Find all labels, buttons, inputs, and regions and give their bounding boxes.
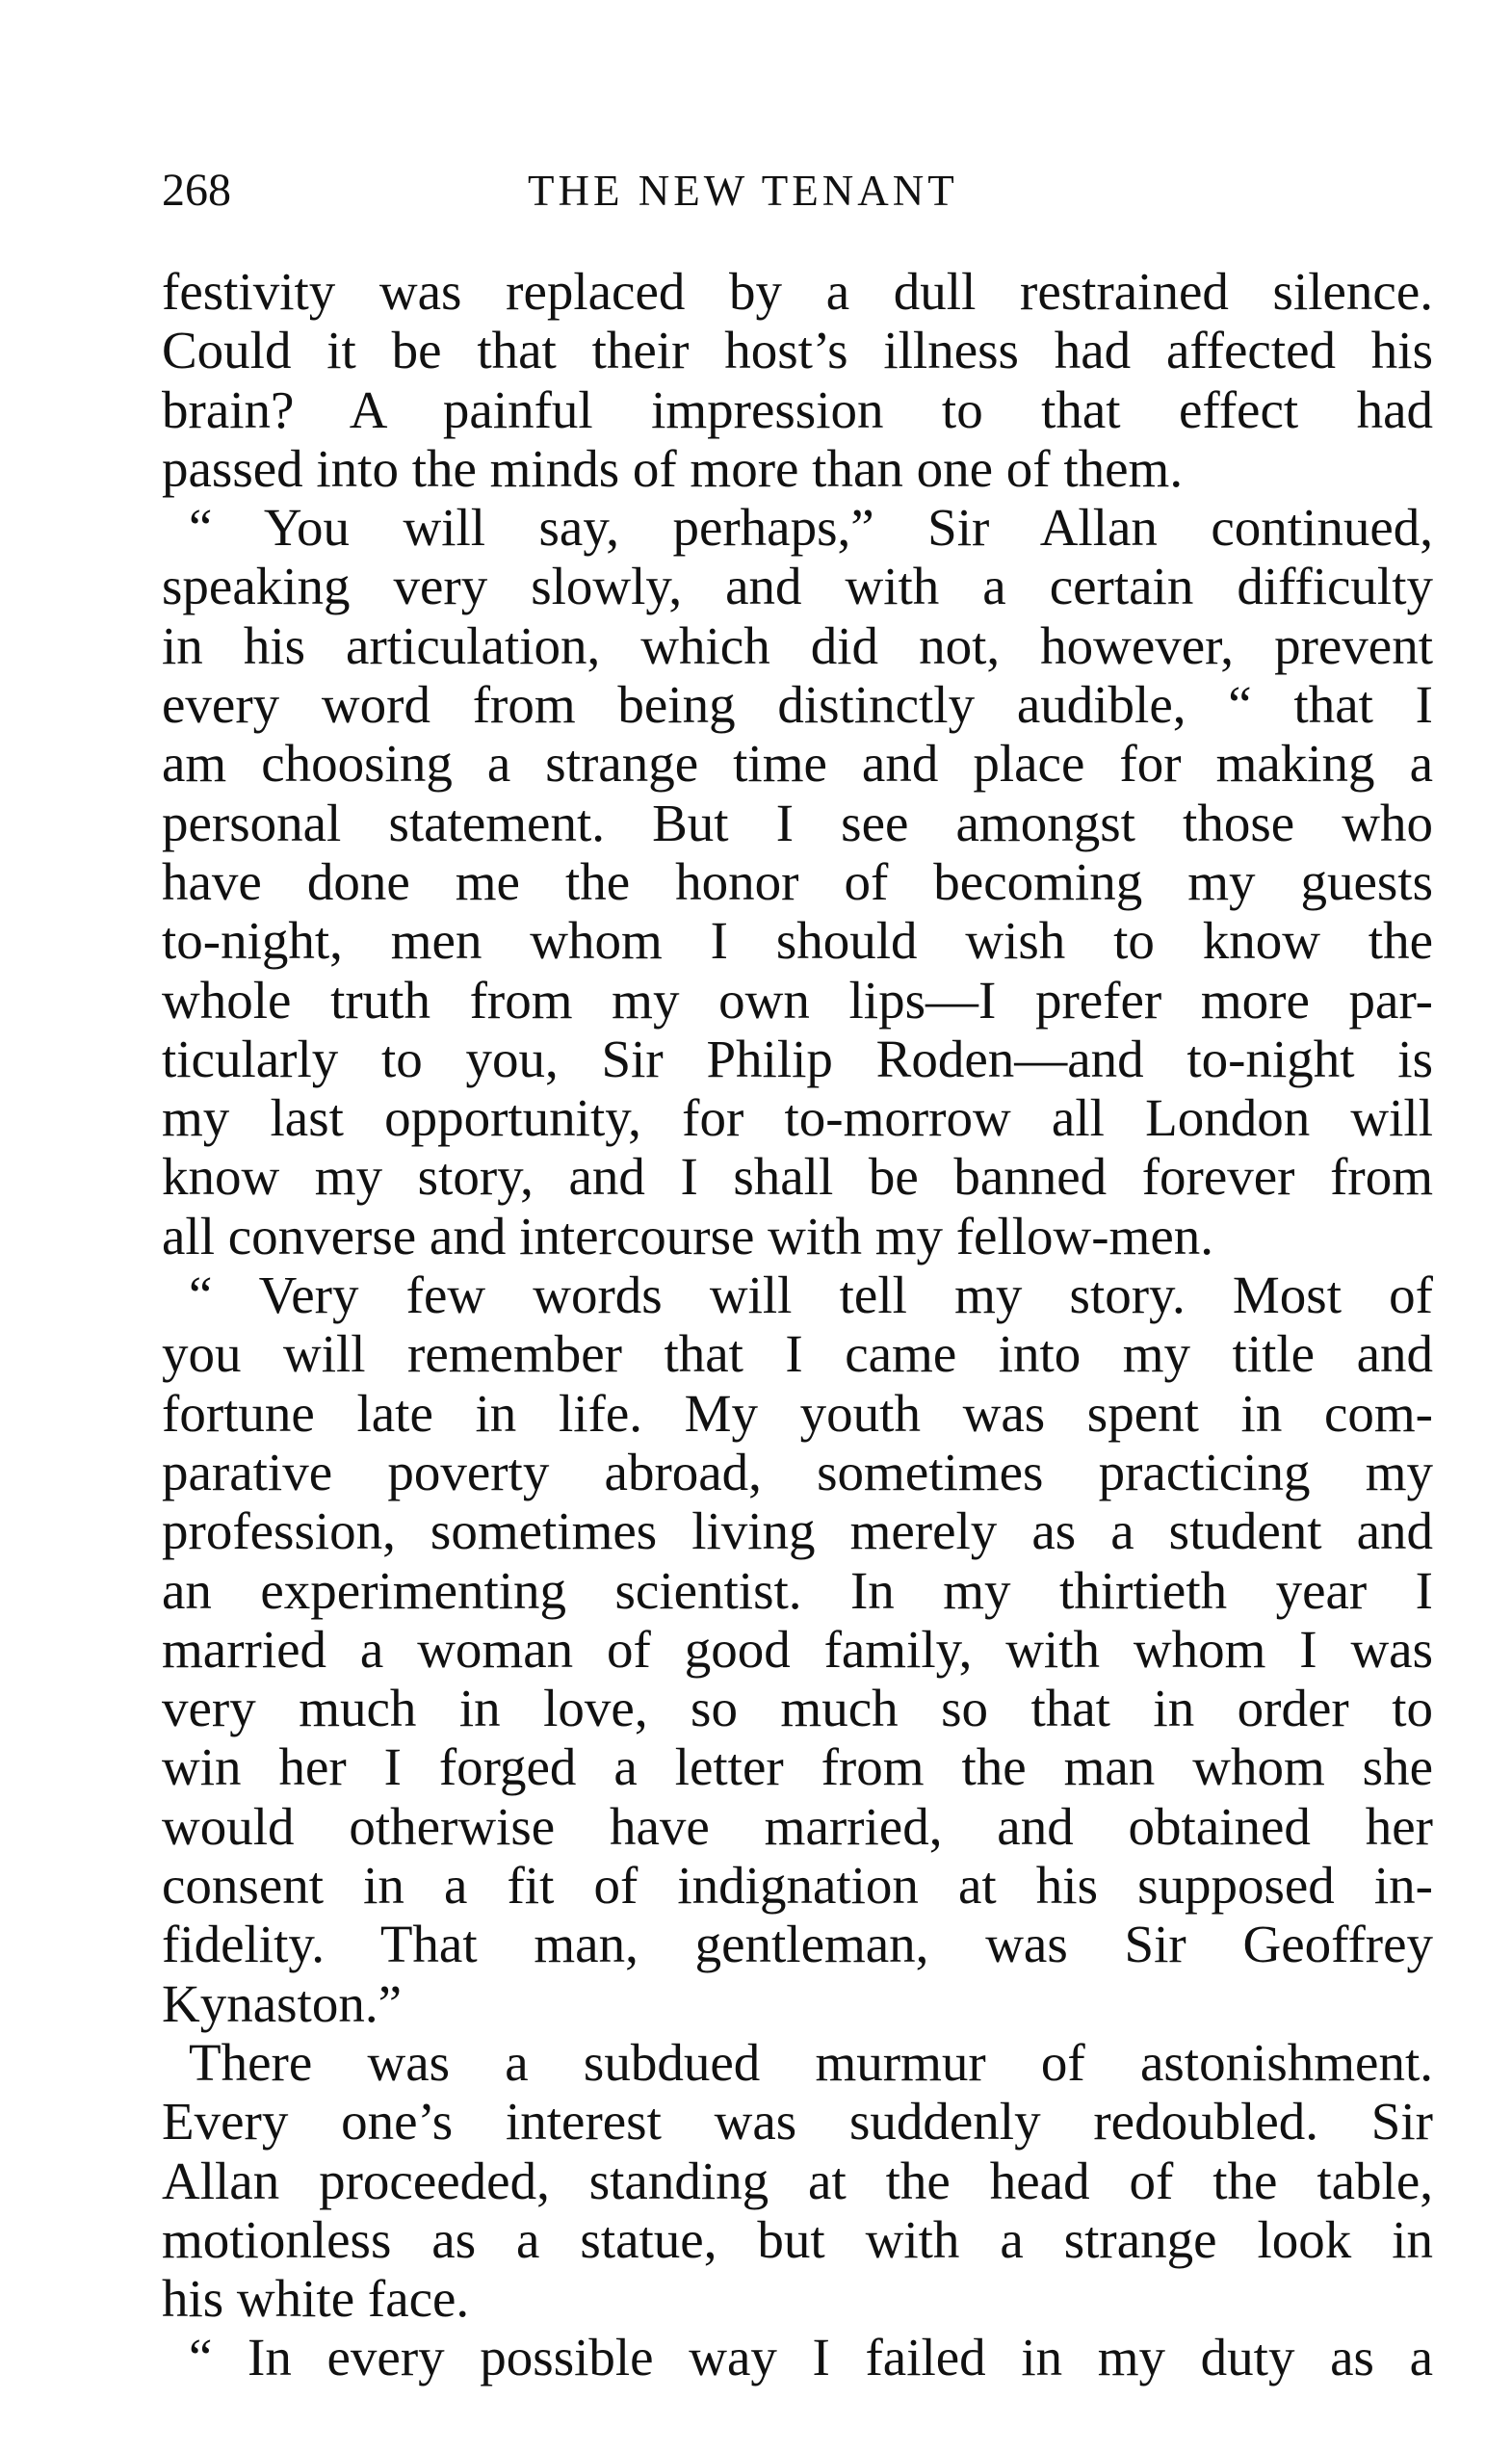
- text-line: festivity was replaced by a dull restrained silence.: [162, 262, 1433, 321]
- text-line: an experimenting scientist. In my thirtieth year I: [162, 1560, 1433, 1620]
- text-line: There was a subdued murmur of astonishment.: [189, 2032, 1433, 2092]
- text-line: am choosing a strange time and place for making a: [162, 734, 1433, 794]
- text-line: in his articulation, which did not, however, prevent: [162, 615, 1433, 675]
- text-line: Could it be that their host’s illness had affected his: [162, 321, 1433, 380]
- text-line: Allan proceeded, standing at the head of the table,: [162, 2151, 1433, 2210]
- running-title: THE NEW TENANT: [528, 167, 958, 215]
- text-line: consent in a fit of indignation at his supposed in-: [162, 1856, 1433, 1916]
- text-line: win her I forged a letter from the man whom she: [162, 1737, 1433, 1797]
- text-line: speaking very slowly, and with a certain difficulty: [162, 557, 1433, 616]
- text-line: fidelity. That man, gentleman, was Sir Geoffrey: [162, 1915, 1433, 1974]
- text-line: “ You will say, perhaps,” Sir Allan continued,: [189, 498, 1433, 558]
- text-line: all converse and intercourse with my fellow-men.: [162, 1206, 1213, 1265]
- text-line: motionless as a statue, but with a strange look in: [162, 2209, 1433, 2269]
- page-number: 268: [162, 165, 231, 216]
- running-head: [162, 162, 1447, 220]
- text-line: brain? A painful impression to that effect had: [162, 379, 1433, 439]
- text-line: married a woman of good family, with whom I was: [162, 1619, 1433, 1679]
- text-line: my last opportunity, for to-morrow all London will: [162, 1088, 1433, 1148]
- text-line: know my story, and I shall be banned forever from: [162, 1147, 1433, 1207]
- text-line: his white face.: [162, 2269, 470, 2329]
- text-line: very much in love, so much so that in order to: [162, 1679, 1433, 1738]
- text-line: personal statement. But I see amongst those who: [162, 793, 1433, 852]
- text-line: have done me the honor of becoming my guests: [162, 851, 1433, 911]
- body-text: [162, 262, 1433, 2387]
- text-line: profession, sometimes living merely as a student and: [162, 1501, 1433, 1561]
- text-line: to-night, men whom I should wish to know the: [162, 911, 1433, 971]
- text-line: fortune late in life. My youth was spent in com-: [162, 1383, 1433, 1443]
- text-line: whole truth from my own lips—I prefer more par-: [162, 970, 1433, 1030]
- text-line: would otherwise have married, and obtained her: [162, 1796, 1433, 1856]
- text-line: you will remember that I came into my title and: [162, 1324, 1433, 1384]
- text-line: “ In every possible way I failed in my duty as a: [189, 2328, 1433, 2387]
- text-line: “ Very few words will tell my story. Most of: [189, 1265, 1433, 1325]
- text-line: Kynaston.”: [162, 1973, 402, 2033]
- text-line: Every one’s interest was suddenly redoubled. Sir: [162, 2092, 1433, 2152]
- text-line: parative poverty abroad, sometimes practicing my: [162, 1442, 1433, 1501]
- text-line: ticularly to you, Sir Philip Roden—and to-night is: [162, 1029, 1433, 1088]
- text-line: passed into the minds of more than one of them.: [162, 438, 1184, 498]
- text-line: every word from being distinctly audible, “ that I: [162, 675, 1433, 735]
